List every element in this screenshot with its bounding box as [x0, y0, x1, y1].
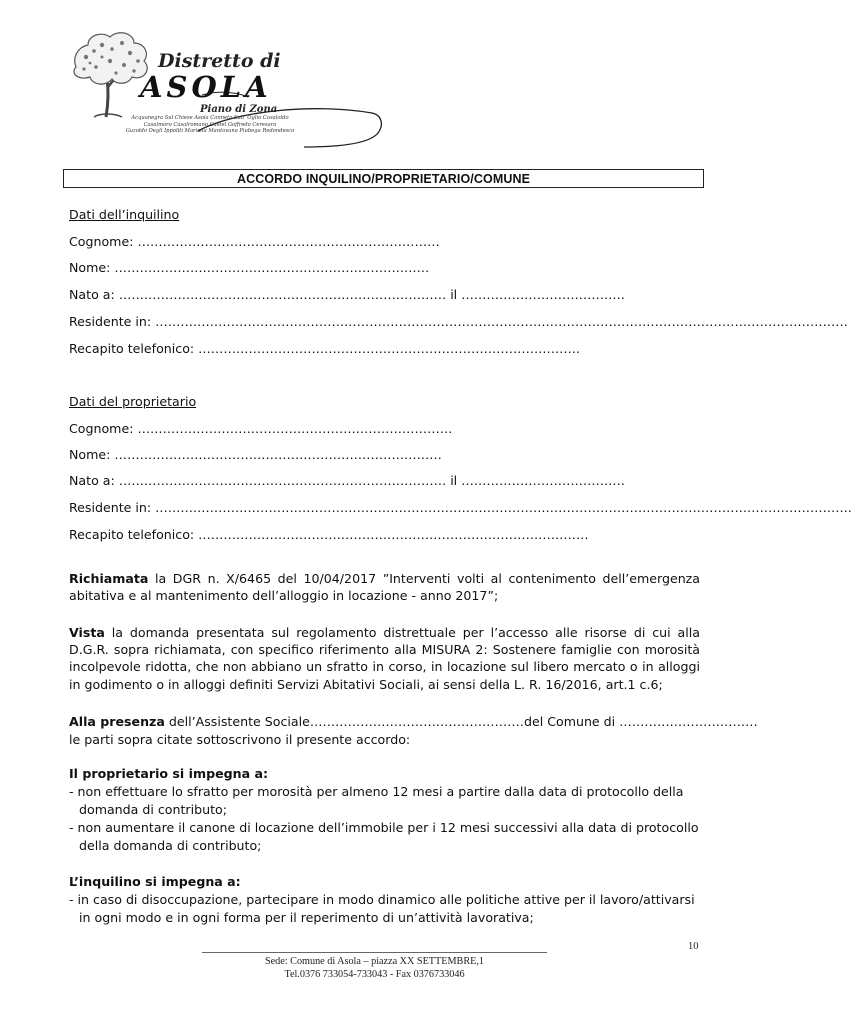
presenza-line2: le parti sopra citate sottoscrivono il presente accordo:	[69, 732, 411, 747]
tenant-heading: Dati dell’inquilino	[69, 207, 180, 222]
owner-commitments-heading: Il proprietario si impegna a:	[69, 766, 269, 781]
tenant-commitments-heading: L’inquilino si impegna a:	[69, 874, 241, 889]
district-logo	[66, 27, 321, 139]
logo-municipalities-line: Casalmoro Casalromano Castel Goffredo Ceresara	[143, 121, 277, 128]
document-title-box	[63, 169, 704, 188]
owner-surname-field: Cognome: …………………………………………………………………	[69, 421, 453, 436]
page-number: 10	[688, 941, 699, 952]
footer-address: Sede: Comune di Asola – piazza XX SETTEMBRE,1	[264, 956, 484, 967]
tenant-commitments-list	[69, 891, 709, 927]
richiamata-paragraph	[69, 570, 700, 604]
owner-name-field: Nome: ……………………………………………………………………	[69, 447, 442, 462]
vista-text: la domanda presentata sul regolamento distrettuale per l’accesso alle risorse di cui alla D.G.R. sopra richiamata, con specifico riferimento alla MISURA 2: Sostenere famiglie con morosità incolpevole ridotta, che non abbiano un sfratto in corso, in locazione sul libero mercato o in alloggi in godimento o in alloggi definiti Servizi Abitativi Sociali, ai sensi della L. R. 16/2016, art.1 c.6;	[69, 625, 700, 692]
footer	[202, 955, 547, 981]
logo-municipalities-line: Acquanegra Sul Chiese Asola Canneto Sull' Oglio Casaloldo	[131, 115, 289, 121]
footer-divider	[202, 952, 547, 953]
footer-contacts: Tel.0376 733054-733043 - Fax 0376733046	[284, 969, 465, 980]
logo-title: Distretto di	[158, 50, 281, 72]
tenant-surname-field: Cognome: ………………………………………………………………	[69, 234, 440, 249]
tenant-birth-field: Nato a: …………………………………………………………………… il …………………………………	[69, 287, 625, 302]
owner-heading: Dati del proprietario	[69, 394, 197, 409]
vista-paragraph	[69, 624, 700, 693]
presenza-text: dell’Assistente Sociale……………………………………………del Comune di ……………………………	[164, 714, 758, 729]
richiamata-lead: Richiamata	[69, 571, 149, 586]
tenant-residence-field: Residente in: …………………………………………………………………………………………………………………………………………………	[69, 314, 848, 329]
richiamata-text: la DGR n. X/6465 del 10/04/2017 ”Interventi volti al contenimento dell’emergenza abitativa e al mantenimento dell’alloggio in locazione - anno 2017”;	[69, 571, 700, 604]
presenza-line	[69, 713, 758, 730]
owner-phone-field: Recapito telefonico: …………………………………………………………………………………	[69, 527, 589, 542]
logo-subtitle: Piano di Zona	[200, 104, 278, 115]
logo-name: ASOLA	[140, 70, 272, 104]
presenza-lead: Alla presenza	[69, 714, 165, 729]
owner-birth-field: Nato a: …………………………………………………………………… il …………………………………	[69, 473, 625, 488]
list-item: - non effettuare lo sfratto per morosità per almeno 12 mesi a partire dalla data di protocollo della domanda di contributo;	[69, 784, 684, 817]
logo-municipalities	[100, 115, 320, 135]
owner-residence-field: Residente in: ………………………………………………………………………………………………………………………………………………….	[69, 500, 852, 515]
list-item: - in caso di disoccupazione, partecipare in modo dinamico alle politiche attive per il lavoro/attivarsi in ogni modo e in ogni forma per il reperimento di un’attività lavorativa;	[69, 892, 695, 925]
tenant-phone-field: Recapito telefonico: ……………………………………………………………………………….	[69, 341, 580, 356]
vista-lead: Vista	[69, 625, 105, 640]
document-title: ACCORDO INQUILINO/PROPRIETARIO/COMUNE	[236, 171, 531, 186]
logo-municipalities-line: Gazoldo Degli Ippoliti Mariana Mantovana Piubega Redondesco	[125, 128, 295, 135]
tenant-name-field: Nome: …………………………………………………………………	[69, 260, 430, 275]
list-item: - non aumentare il canone di locazione dell’immobile per i 12 mesi successivi alla data di protocollo della domanda di contributo;	[69, 820, 699, 853]
owner-commitments-list	[69, 783, 709, 855]
